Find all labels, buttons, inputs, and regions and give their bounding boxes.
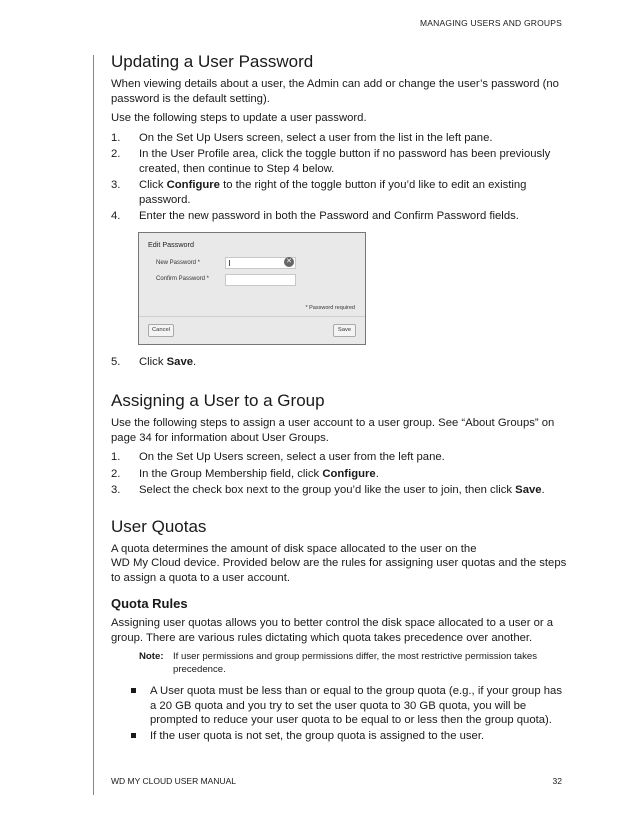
step-item: 2. In the Group Membership field, click Configure. bbox=[111, 467, 379, 480]
section-intro: A quota determines the amount of disk space allocated to the user on the WD My Cloud device. Provided below are the rules for assigning user quotas and the steps to assign a quota to a user account. bbox=[111, 542, 567, 584]
page-number: 32 bbox=[552, 776, 562, 786]
required-note: * Password required bbox=[305, 304, 355, 311]
note-block bbox=[139, 650, 571, 676]
running-header: MANAGING USERS AND GROUPS bbox=[420, 18, 562, 28]
dialog-title: Edit Password bbox=[148, 239, 194, 249]
step-item: 3. Select the check box next to the group you’d like the user to join, then click Save. bbox=[111, 484, 545, 496]
steps-list bbox=[111, 131, 571, 224]
note-text: If user permissions and group permissions differ, the most restrictive permission takes precedence. bbox=[173, 651, 537, 675]
section-assign-group bbox=[111, 391, 571, 498]
confirm-password-label: Confirm Password * bbox=[156, 275, 210, 282]
section-user-quotas bbox=[111, 517, 571, 744]
steps-lead: Use the following steps to update a user password. bbox=[111, 112, 367, 124]
margin-rule bbox=[93, 55, 94, 795]
section-title: Assigning a User to a Group bbox=[111, 391, 325, 410]
bullet-icon bbox=[131, 733, 136, 738]
divider bbox=[139, 316, 365, 317]
step-item: 2. In the User Profile area, click the toggle button if no password has been previously created, then continue to Step 4 below. bbox=[111, 148, 551, 175]
rules-list bbox=[131, 684, 571, 743]
page-content bbox=[111, 52, 571, 744]
confirm-password-field[interactable] bbox=[225, 274, 296, 286]
note-label: Note: bbox=[139, 651, 164, 662]
rules-intro: Assigning user quotas allows you to better control the disk space allocated to a user or a group. There are various rules dictating which quota takes precedence over another. bbox=[111, 617, 554, 644]
save-button[interactable]: Save bbox=[333, 324, 356, 337]
steps-list-continued bbox=[111, 355, 571, 370]
section-intro: When viewing details about a user, the Admin can add or change the user’s password (no password is the default setting). bbox=[111, 78, 559, 105]
text-cursor bbox=[229, 260, 230, 266]
edit-password-screenshot bbox=[138, 232, 366, 345]
section-title: User Quotas bbox=[111, 516, 207, 536]
section-intro: Use the following steps to assign a user account to a user group. See “About Groups” on page 34 for information about User Groups. bbox=[111, 417, 555, 444]
step-item: 1. On the Set Up Users screen, select a user from the list in the left pane. bbox=[111, 131, 493, 144]
steps-list bbox=[111, 450, 571, 498]
bullet-icon bbox=[131, 688, 136, 693]
list-item: A User quota must be less than or equal to the group quota (e.g., if your group has a 20 GB quota and you try to set the user quota to 30 GB quota, you will be prompted to reduce your user quota to be equal to or less then the group quota). bbox=[131, 684, 571, 728]
cancel-button[interactable]: Cancel bbox=[148, 324, 174, 337]
clear-icon[interactable]: ✕ bbox=[284, 257, 294, 267]
section-title: Updating a User Password bbox=[111, 52, 314, 71]
step-item: 4. Enter the new password in both the Password and Confirm Password fields. bbox=[111, 210, 519, 222]
section-update-password bbox=[111, 52, 571, 369]
new-password-label: New Password * bbox=[156, 259, 201, 266]
step-item: 1. On the Set Up Users screen, select a user from the left pane. bbox=[111, 451, 445, 463]
list-item: If the user quota is not set, the group quota is assigned to the user. bbox=[131, 729, 571, 744]
step-item: 5. Click Save. bbox=[111, 355, 197, 368]
footer-manual-title: WD MY CLOUD USER MANUAL bbox=[111, 776, 236, 786]
subsection-title: Quota Rules bbox=[111, 596, 188, 611]
step-item: 3. Click Configure to the right of the toggle button if you’d like to edit an existing password. bbox=[111, 179, 527, 206]
